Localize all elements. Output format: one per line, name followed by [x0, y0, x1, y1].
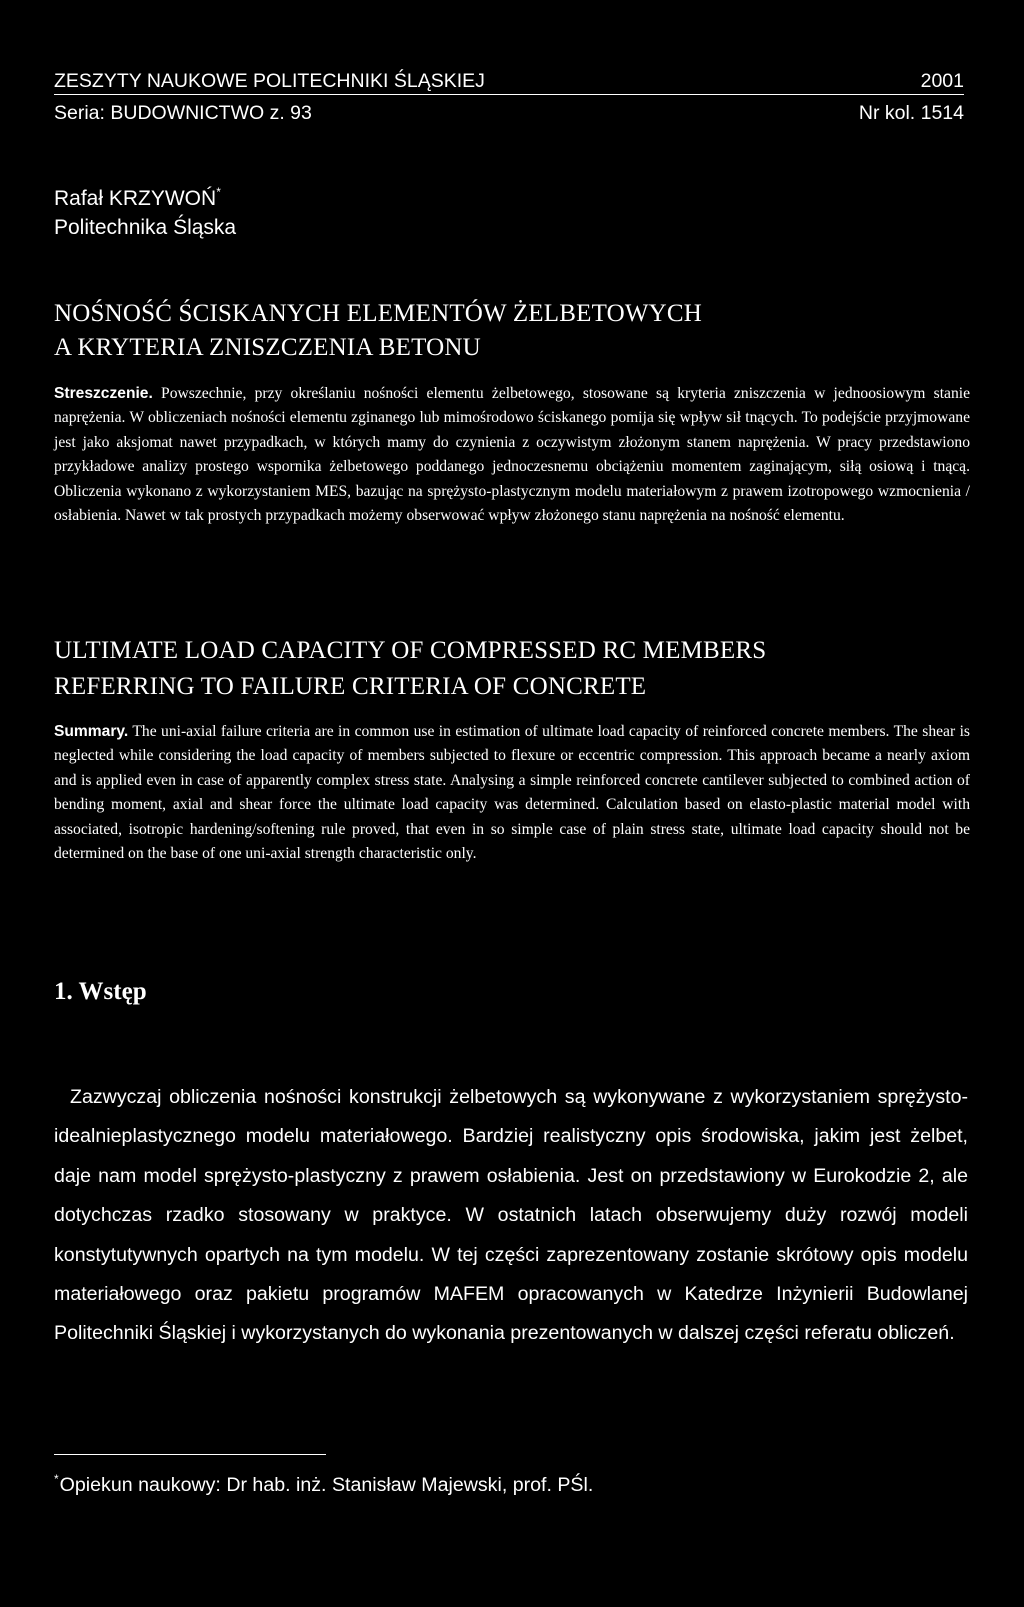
footnote: [54, 1472, 593, 1497]
abstract-en-lead: Summary.: [54, 723, 129, 740]
abstract-pl-text: Powszechnie, przy określaniu nośności elementu żelbetowego, stosowane są kryteria zniszczenia w jednoosiowym stanie naprężenia. W obliczeniach nośności elementu zginanego lub mimośrodowo ściskanego pomija się wpływ sił tnących. To podejście przyjmowane jest jako aksjomat nawet przypadkach, w których mamy do czynienia z oczywistym złożonym stanem naprężenia. W pracy przedstawiono przykładowe analizy prostego wspornika żelbetowego poddanego jednoczesnemu obciążeniu momentem zaginającym, siłą osiową i tnącą. Obliczenia wykonano z wykorzystaniem MES, bazując na sprężysto-plastycznym modelu materiałowym z prawem izotropowego wzmocnienia / osłabienia. Nawet w tak prostych przypadkach możemy obserwować wpływ złożonego stanu naprężenia na nośność elementu.: [54, 385, 970, 525]
series-header: [54, 102, 964, 125]
journal-year: 2001: [920, 70, 964, 92]
title-en-line-1: ULTIMATE LOAD CAPACITY OF COMPRESSED RC MEMBERS: [54, 637, 767, 664]
abstract-pl-lead: Streszczenie.: [54, 385, 153, 402]
series-label: Seria: BUDOWNICTWO z. 93: [54, 102, 312, 124]
footnote-text: Opiekun naukowy: Dr hab. inż. Stanisław Majewski, prof. PŚl.: [59, 1474, 594, 1496]
footnote-mark: *: [54, 1472, 59, 1486]
author-footnote-mark: *: [216, 185, 221, 199]
abstract-pl: [54, 382, 970, 528]
author-name: [54, 185, 221, 211]
footnote-rule: [54, 1454, 326, 1455]
title-en-line-2: REFERRING TO FAILURE CRITERIA OF CONCRETE: [54, 673, 647, 700]
abstract-en-text: The uni-axial failure criteria are in common use in estimation of ultimate load capacity of reinforced concrete members. The shear is neglected while considering the load capacity of members subjected to flexure or eccentric compression. This approach became a nearly axiom and is applied even in case of apparently complex stress state. Analysing a simple reinforced concrete cantilever subjected to combined action of bending moment, axial and shear force the ultimate load capacity was determined. Calculation based on elasto-plastic material model with associated, isotropic hardening/softening rule proved, that even in so simple case of plain stress state, ultimate load capacity should not be determined on the base of one uni-axial strength characteristic only.: [54, 723, 970, 863]
section-heading: 1. Wstęp: [54, 978, 147, 1005]
journal-name: ZESZYTY NAUKOWE POLITECHNIKI ŚLĄSKIEJ: [54, 70, 485, 92]
header-rule: [54, 94, 964, 95]
section-body-text: Zazwyczaj obliczenia nośności konstrukcji żelbetowych są wykonywane z wykorzystaniem sprężysto-idealnieplastycznego modelu materiałowego. Bardziej realistyczny opis środowiska, jakim jest żelbet, daje nam model sprężysto-plastyczny z prawem osłabienia. Jest on przedstawiony w Eurokodzie 2, ale dotychczas rzadko stosowany w praktyce. W ostatnich latach obserwujemy duży rozwój modeli konstytutywnych opartych na tym modelu. W tej części zaprezentowany zostanie skrótowy opis modelu materiałowego oraz pakietu programów MAFEM opracowanych w Katedrze Inżynierii Budowlanej Politechniki Śląskiej i wykorzystanych do wykonania prezentowanych w dalszej części referatu obliczeń.: [54, 1086, 968, 1345]
abstract-en: [54, 720, 970, 866]
title-pl-line-1: NOŚNOŚĆ ŚCISKANYCH ELEMENTÓW ŻELBETOWYCH: [54, 300, 703, 327]
author-name-text: Rafał KRZYWOŃ: [54, 187, 217, 210]
author-affiliation: Politechnika Śląska: [54, 216, 237, 239]
title-pl-line-2: A KRYTERIA ZNISZCZENIA BETONU: [54, 334, 481, 361]
issue-number: Nr kol. 1514: [858, 102, 964, 124]
journal-header: [54, 70, 964, 93]
